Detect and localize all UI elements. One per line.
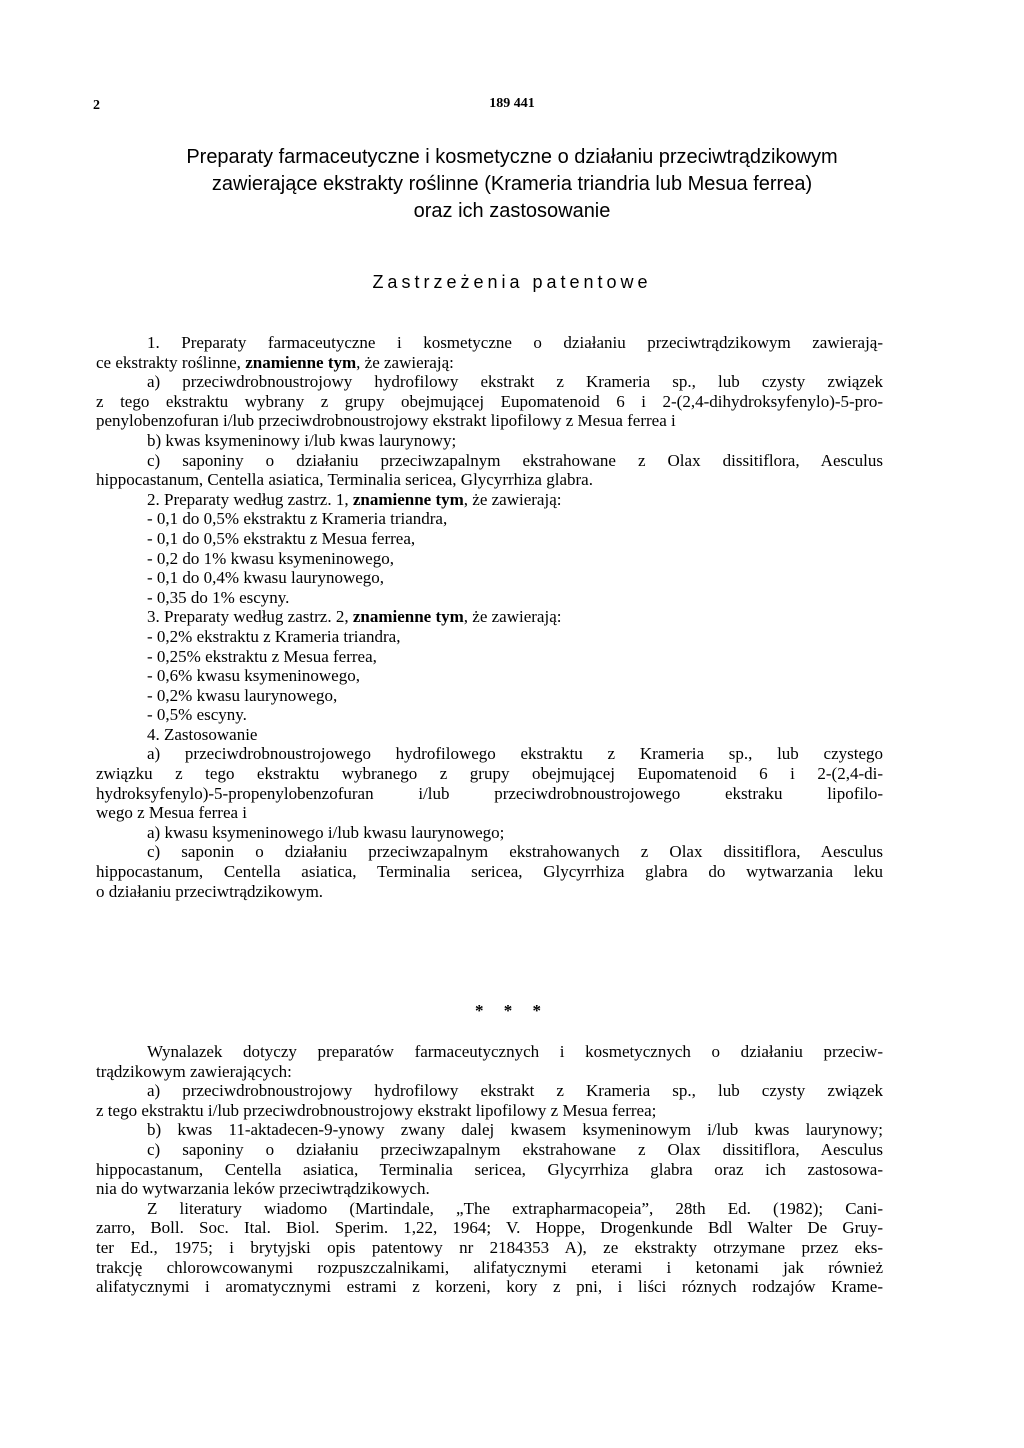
section-separator: * * * [475,1001,549,1020]
claim-4c-line: hippocastanum, Centella asiatica, Terminalia sericea, Glycyrrhiza glabra do wytwarzania leku [96,862,883,882]
claim-text: , że zawierają: [463,607,562,627]
description-line: ter Ed., 1975; i brytyjski opis patentowy nr 2184353 A), ze ekstrakty otrzymane przez eks- [96,1237,883,1257]
claim-keyword: znamienne tym [352,489,464,509]
title-line: zawierające ekstrakty roślinne (Krameria triandria lub Mesua ferrea) [211,173,813,195]
claim-1-line [96,353,883,373]
claim-3-item: - 0,2% ekstraktu z Krameria triandra, [147,626,401,646]
claim-4a-line: związku z tego ekstraktu wybranego z grupy obejmującej Eupomatenoid 6 i 2-(2,4-di- [96,764,883,784]
document-title [110,144,914,225]
claim-text: ce ekstrakty roślinne, [96,352,246,372]
claim-4c-line: c) saponin o działaniu przeciwzapalnym ekstrahowanych z Olax dissitiflora, Aesculus [147,842,883,862]
patent-number: 189 441 [489,96,535,111]
claim-4a-line: wego z Mesua ferrea i [96,803,248,823]
description-line: Z literatury wiadomo (Martindale, „The extrapharmacopeia”, 28th Ed. (1982); Cani- [147,1198,883,1218]
page-number: 2 [93,98,100,113]
title-line: Preparaty farmaceutyczne i kosmetyczne o działaniu przeciwtrądzikowym [186,146,838,168]
claim-2-item: - 0,2 do 1% kwasu ksymeninowego, [147,548,394,568]
claim-1c-line: hippocastanum, Centella asiatica, Terminalia sericea, Glycyrrhiza glabra. [96,470,593,490]
claim-4a-line: hydroksyfenylo)-5-propenylobenzofuran i/lub przeciwdrobnoustrojowego ekstraku lipofilo- [96,783,883,803]
claim-2-item: - 0,1 do 0,4% kwasu laurynowego, [147,568,385,588]
claim-1a-line: penylobenzofuran i/lub przeciwdrobnoustrojowy ekstrakt lipofilowy z Mesua ferrea i [96,411,676,431]
description-line: trakcję chlorowcowanymi rozpuszczalnikami, alifatycznymi eterami i ketonami jak również [96,1257,883,1277]
description-line: a) przeciwdrobnoustrojowy hydrofilowy ekstrakt z Krameria sp., lub czysty związek [147,1081,883,1101]
title-line: oraz ich zastosowanie [413,200,611,222]
claim-3-item: - 0,6% kwasu ksymeninowego, [147,666,360,686]
description-line: nia do wytwarzania leków przeciwtrądzikowych. [96,1179,430,1199]
claim-1a-line: a) przeciwdrobnoustrojowy hydrofilowy ekstrakt z Krameria sp., lub czysty związek [147,372,883,392]
description-line: Wynalazek dotyczy preparatów farmaceutycznych i kosmetycznych o działaniu przeciw- [147,1042,883,1061]
claim-2-item: - 0,35 do 1% escyny. [147,587,290,607]
claim-3-item: - 0,2% kwasu laurynowego, [147,685,338,705]
claim-3-item: - 0,25% ekstraktu z Mesua ferrea, [147,646,377,666]
claim-3-item: - 0,5% escyny. [147,705,247,725]
description-section [96,1042,883,1297]
claim-text: , że zawierają: [356,352,454,372]
claim-text: 3. Preparaty według zastrz. 2, [147,607,353,627]
claim-1b-line: b) kwas ksymeninowy i/lub kwas laurynowy; [147,430,457,450]
claim-2-item: - 0,1 do 0,5% ekstraktu z Mesua ferrea, [147,528,416,548]
claim-text: 2. Preparaty według zastrz. 1, [147,489,353,509]
claim-1-line: 1. Preparaty farmaceutyczne i kosmetyczne o działaniu przeciwtrądzikowym zawierają- [147,333,883,352]
claim-3-line [96,607,883,627]
claims-section [96,333,883,901]
description-line: hippocastanum, Centella asiatica, Terminalia sericea, Glycyrrhiza glabra oraz ich zastosowa- [96,1159,883,1179]
claim-4a-line: a) przeciwdrobnoustrojowego hydrofilowego ekstraktu z Krameria sp., lub czystego [147,744,883,764]
claim-2-line [96,490,883,510]
claim-1c-line: c) saponiny o działaniu przeciwzapalnym ekstrahowane z Olax dissitiflora, Aesculus [147,450,883,470]
description-line: trądzikowym zawierających: [96,1061,292,1081]
claim-4b-line: a) kwasu ksymeninowego i/lub kwasu laurynowego; [147,822,505,842]
claim-text: , że zawierają: [463,489,562,509]
description-line: zarro, Boll. Soc. Ital. Biol. Sperim. 1,22, 1964; V. Hoppe, Drogenkunde Bdl Walter De Gruy- [96,1218,883,1238]
claim-2-item: - 0,1 do 0,5% ekstraktu z Krameria triandra, [147,509,448,529]
claim-4c-line: o działaniu przeciwtrądzikowym. [96,881,324,901]
claim-keyword: znamienne tym [245,352,357,372]
claim-1a-line: z tego ekstraktu wybrany z grupy obejmującej Eupomatenoid 6 i 2-(2,4-dihydroksyfenylo)-5-pro- [96,391,883,411]
claim-keyword: znamienne tym [352,607,464,627]
description-line: c) saponiny o działaniu przeciwzapalnym ekstrahowane z Olax dissitiflora, Aesculus [147,1139,883,1159]
description-line: b) kwas 11-aktadecen-9-ynowy zwany dalej kwasem ksymeninowym i/lub kwas laurynowy; [147,1120,883,1140]
claims-heading: Zastrzeżenia patentowe [372,272,652,292]
description-line: alifatycznymi i aromatycznymi estrami z korzeni, kory z pni, i liści róznych rodzajów Krame- [96,1277,883,1297]
description-line: z tego ekstraktu i/lub przeciwdrobnoustrojowy ekstrakt lipofilowy z Mesua ferrea; [96,1100,657,1120]
claim-4-line: 4. Zastosowanie [147,724,258,744]
